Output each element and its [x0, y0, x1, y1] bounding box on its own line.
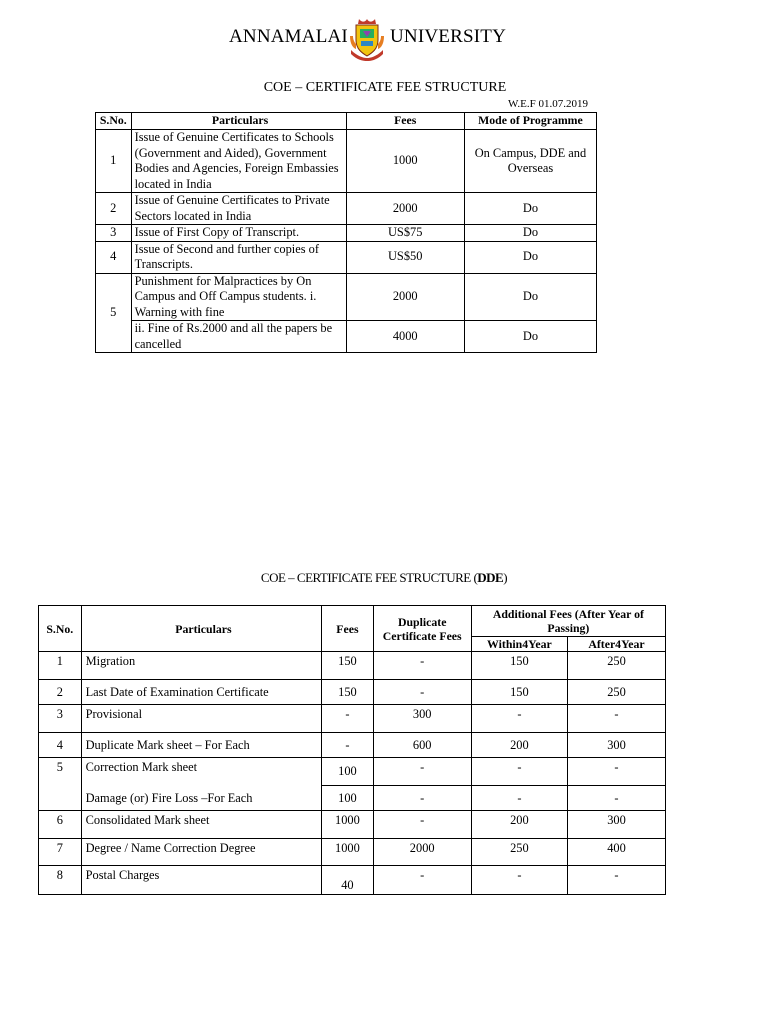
- table-header-row: [39, 606, 666, 637]
- row-sno: 5: [39, 758, 82, 786]
- row-mode: Do: [464, 241, 596, 273]
- row-within: -: [471, 758, 567, 786]
- row-after: -: [568, 758, 666, 786]
- table-row: [39, 705, 666, 733]
- fee-table-dde: [38, 605, 666, 895]
- row-sno: 5: [96, 273, 132, 353]
- table-row: [39, 866, 666, 895]
- table-row: [96, 241, 597, 273]
- table-row: [39, 811, 666, 839]
- column-header-duplicate: Duplicate Certificate Fees: [373, 606, 471, 652]
- table2-title-text: COE – CERTIFICATE FEE STRUCTURE (: [260, 570, 478, 585]
- column-header-fees: Fees: [322, 606, 373, 652]
- row-fees: 2000: [346, 273, 464, 321]
- row-sno: 3: [96, 225, 132, 242]
- row-sno: 7: [39, 838, 82, 866]
- column-header-mode: Mode of Programme: [464, 113, 596, 130]
- row-duplicate: 600: [373, 732, 471, 758]
- column-header-additional: Additional Fees (After Year of Passing): [471, 606, 665, 637]
- row-particulars: Issue of First Copy of Transcript.: [131, 225, 346, 242]
- row-fees: 150: [322, 652, 373, 680]
- row-fees: -: [322, 705, 373, 733]
- table-row: [39, 652, 666, 680]
- column-header-after: After4Year: [568, 637, 666, 652]
- row-duplicate: -: [373, 679, 471, 705]
- row-sno: 2: [96, 193, 132, 225]
- row-particulars: Provisional: [81, 705, 322, 733]
- row-fees: US$75: [346, 225, 464, 242]
- row-duplicate: -: [373, 652, 471, 680]
- row-within: -: [471, 866, 567, 895]
- table2-title-bold: DDE: [477, 570, 504, 585]
- row-particulars: Punishment for Malpractices by On Campus and Off Campus students. i. Warning with fine: [131, 273, 346, 321]
- row-mode: Do: [464, 193, 596, 225]
- header-left-word: ANNAMALAI: [229, 26, 348, 47]
- row-after: 300: [568, 732, 666, 758]
- row-particulars: Issue of Genuine Certificates to Schools (Government and Aided), Government Bodies and Agencies, Foreign Embassies located in India: [131, 130, 346, 193]
- row-after: -: [568, 705, 666, 733]
- row-fees: 100: [322, 785, 373, 811]
- row-fees: 100: [322, 758, 373, 786]
- row-fees: US$50: [346, 241, 464, 273]
- table-row: [96, 321, 597, 353]
- university-crest-icon: [349, 16, 385, 62]
- row-duplicate: 2000: [373, 838, 471, 866]
- row-particulars: Last Date of Examination Certificate: [81, 679, 322, 705]
- table2-title: [0, 570, 768, 586]
- row-within: -: [471, 705, 567, 733]
- row-after: -: [568, 785, 666, 811]
- row-mode: Do: [464, 321, 596, 353]
- row-sno: 2: [39, 679, 82, 705]
- row-within: 150: [471, 652, 567, 680]
- row-particulars: Duplicate Mark sheet – For Each: [81, 732, 322, 758]
- table2-title-end: ): [503, 570, 508, 585]
- table-row: [39, 785, 666, 811]
- row-fees: 1000: [322, 838, 373, 866]
- row-duplicate: -: [373, 811, 471, 839]
- table-row: [96, 193, 597, 225]
- table-row: [39, 679, 666, 705]
- table1-title: COE – CERTIFICATE FEE STRUCTURE: [263, 80, 507, 95]
- row-particulars: Migration: [81, 652, 322, 680]
- column-header-within: Within4Year: [471, 637, 567, 652]
- row-fees: 40: [322, 866, 373, 895]
- row-after: 300: [568, 811, 666, 839]
- row-particulars: Degree / Name Correction Degree: [81, 838, 322, 866]
- row-after: 250: [568, 679, 666, 705]
- row-sno: 4: [96, 241, 132, 273]
- row-after: 250: [568, 652, 666, 680]
- row-after: 400: [568, 838, 666, 866]
- row-fees: 4000: [346, 321, 464, 353]
- row-fees: 150: [322, 679, 373, 705]
- table-row: [39, 732, 666, 758]
- table-row: [96, 273, 597, 321]
- column-header-sno: S.No.: [39, 606, 82, 652]
- row-particulars: ii. Fine of Rs.2000 and all the papers be cancelled: [131, 321, 346, 353]
- row-sno: 4: [39, 732, 82, 758]
- header-right-word: UNIVERSITY: [390, 26, 506, 47]
- row-sno: 1: [39, 652, 82, 680]
- column-header-sno: S.No.: [96, 113, 132, 130]
- column-header-particulars: Particulars: [131, 113, 346, 130]
- row-particulars: Correction Mark sheet: [81, 758, 322, 786]
- row-sno: 3: [39, 705, 82, 733]
- row-within: 200: [471, 732, 567, 758]
- table-row: [39, 758, 666, 786]
- effective-date: W.E.F 01.07.2019: [508, 98, 588, 110]
- row-sno: 6: [39, 811, 82, 839]
- row-particulars: Damage (or) Fire Loss –For Each: [81, 785, 322, 811]
- row-fees: -: [322, 732, 373, 758]
- fee-table-coe: [95, 112, 597, 353]
- column-header-particulars: Particulars: [81, 606, 322, 652]
- row-duplicate: -: [373, 758, 471, 786]
- row-within: -: [471, 785, 567, 811]
- row-particulars: Issue of Second and further copies of Transcripts.: [131, 241, 346, 273]
- row-sno: 1: [96, 130, 132, 193]
- row-within: 150: [471, 679, 567, 705]
- row-duplicate: 300: [373, 705, 471, 733]
- row-duplicate: -: [373, 866, 471, 895]
- row-fees: 1000: [322, 811, 373, 839]
- row-within: 250: [471, 838, 567, 866]
- table-row: [96, 225, 597, 242]
- column-header-fees: Fees: [346, 113, 464, 130]
- row-sno: [39, 785, 82, 811]
- table-row: [39, 838, 666, 866]
- row-particulars: Consolidated Mark sheet: [81, 811, 322, 839]
- row-within: 200: [471, 811, 567, 839]
- row-after: -: [568, 866, 666, 895]
- row-mode: Do: [464, 273, 596, 321]
- row-particulars: Issue of Genuine Certificates to Private Sectors located in India: [131, 193, 346, 225]
- row-duplicate: -: [373, 785, 471, 811]
- row-particulars: Postal Charges: [81, 866, 322, 895]
- row-mode: On Campus, DDE and Overseas: [464, 130, 596, 193]
- row-mode: Do: [464, 225, 596, 242]
- table-row: [96, 130, 597, 193]
- row-fees: 1000: [346, 130, 464, 193]
- table-header-row: [96, 113, 597, 130]
- row-fees: 2000: [346, 193, 464, 225]
- row-sno: 8: [39, 866, 82, 895]
